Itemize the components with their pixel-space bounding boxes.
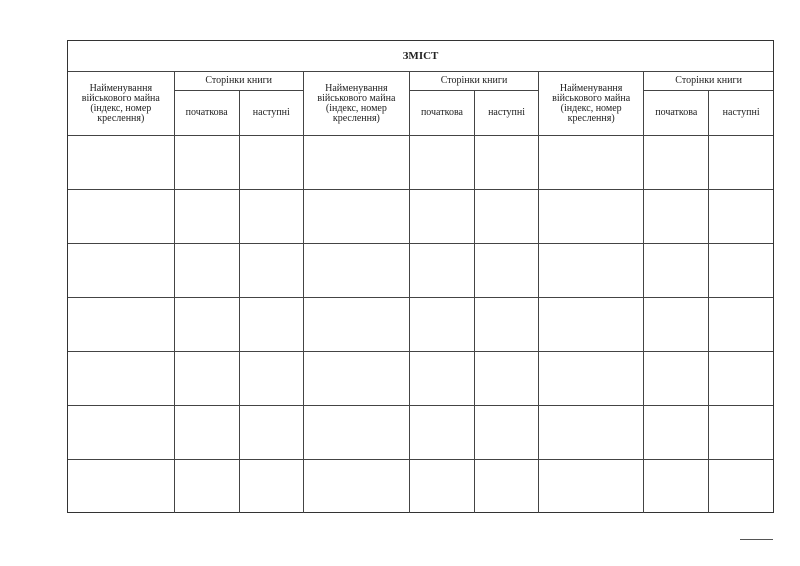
name-cell[interactable] bbox=[303, 298, 409, 352]
table-row bbox=[68, 406, 773, 460]
initial-page-cell[interactable] bbox=[644, 352, 709, 406]
initial-page-cell[interactable] bbox=[409, 406, 474, 460]
initial-page-cell[interactable] bbox=[644, 190, 709, 244]
initial-page-cell[interactable] bbox=[644, 460, 709, 514]
subsequent-pages-cell[interactable] bbox=[475, 136, 539, 190]
name-cell[interactable] bbox=[303, 190, 409, 244]
subsequent-pages-cell[interactable] bbox=[239, 190, 303, 244]
subsequent-pages-cell[interactable] bbox=[709, 406, 773, 460]
name-cell[interactable] bbox=[303, 136, 409, 190]
name-cell[interactable] bbox=[68, 352, 174, 406]
name-cell[interactable] bbox=[303, 460, 409, 514]
initial-page-cell[interactable] bbox=[174, 190, 239, 244]
initial-page-cell[interactable] bbox=[409, 298, 474, 352]
subsequent-pages-cell[interactable] bbox=[475, 352, 539, 406]
table-row bbox=[68, 244, 773, 298]
name-cell[interactable] bbox=[539, 406, 644, 460]
initial-page-cell[interactable] bbox=[409, 190, 474, 244]
subsequent-pages-header: наступні bbox=[709, 91, 773, 136]
initial-page-cell[interactable] bbox=[174, 136, 239, 190]
initial-page-cell[interactable] bbox=[409, 136, 474, 190]
initial-page-cell[interactable] bbox=[644, 298, 709, 352]
name-cell[interactable] bbox=[68, 244, 174, 298]
name-cell[interactable] bbox=[68, 190, 174, 244]
name-cell[interactable] bbox=[539, 190, 644, 244]
contents-form bbox=[67, 40, 774, 513]
name-cell[interactable] bbox=[303, 352, 409, 406]
name-column-header: Найменування військового майна (індекс, номер креслення) bbox=[303, 72, 409, 136]
name-column-header: Найменування військового майна (індекс, номер креслення) bbox=[68, 72, 174, 136]
initial-page-cell[interactable] bbox=[174, 352, 239, 406]
initial-page-cell[interactable] bbox=[409, 460, 474, 514]
subsequent-pages-cell[interactable] bbox=[709, 190, 773, 244]
subsequent-pages-cell[interactable] bbox=[475, 460, 539, 514]
table-row bbox=[68, 136, 773, 190]
initial-page-cell[interactable] bbox=[174, 406, 239, 460]
name-cell[interactable] bbox=[539, 352, 644, 406]
subsequent-pages-cell[interactable] bbox=[709, 352, 773, 406]
subsequent-pages-cell[interactable] bbox=[239, 406, 303, 460]
initial-page-cell[interactable] bbox=[174, 460, 239, 514]
subsequent-pages-header: наступні bbox=[475, 91, 539, 136]
subsequent-pages-cell[interactable] bbox=[709, 460, 773, 514]
initial-page-cell[interactable] bbox=[644, 136, 709, 190]
subsequent-pages-cell[interactable] bbox=[239, 244, 303, 298]
name-cell[interactable] bbox=[539, 460, 644, 514]
name-cell[interactable] bbox=[303, 406, 409, 460]
table-title: ЗМІСТ bbox=[68, 41, 773, 72]
subsequent-pages-cell[interactable] bbox=[475, 244, 539, 298]
pages-column-header: Сторінки книги bbox=[409, 72, 538, 91]
subsequent-pages-cell[interactable] bbox=[709, 298, 773, 352]
subsequent-pages-cell[interactable] bbox=[475, 406, 539, 460]
name-cell[interactable] bbox=[68, 406, 174, 460]
subsequent-pages-header: наступні bbox=[239, 91, 303, 136]
initial-page-header: початкова bbox=[409, 91, 474, 136]
table-row bbox=[68, 298, 773, 352]
initial-page-cell[interactable] bbox=[644, 406, 709, 460]
name-cell[interactable] bbox=[539, 136, 644, 190]
subsequent-pages-cell[interactable] bbox=[475, 190, 539, 244]
name-cell[interactable] bbox=[303, 244, 409, 298]
subsequent-pages-cell[interactable] bbox=[239, 136, 303, 190]
subsequent-pages-cell[interactable] bbox=[239, 298, 303, 352]
initial-page-cell[interactable] bbox=[409, 244, 474, 298]
name-column-header: Найменування військового майна (індекс, номер креслення) bbox=[539, 72, 644, 136]
initial-page-header: початкова bbox=[644, 91, 709, 136]
name-cell[interactable] bbox=[539, 244, 644, 298]
initial-page-cell[interactable] bbox=[644, 244, 709, 298]
subsequent-pages-cell[interactable] bbox=[709, 136, 773, 190]
subsequent-pages-cell[interactable] bbox=[709, 244, 773, 298]
initial-page-cell[interactable] bbox=[409, 352, 474, 406]
table-row bbox=[68, 460, 773, 514]
table-row bbox=[68, 352, 773, 406]
initial-page-header: початкова bbox=[174, 91, 239, 136]
contents-table bbox=[68, 41, 773, 513]
subsequent-pages-cell[interactable] bbox=[475, 298, 539, 352]
pages-column-header: Сторінки книги bbox=[174, 72, 303, 91]
name-cell[interactable] bbox=[68, 460, 174, 514]
pages-column-header: Сторінки книги bbox=[644, 72, 773, 91]
name-cell[interactable] bbox=[68, 136, 174, 190]
name-cell[interactable] bbox=[68, 298, 174, 352]
name-cell[interactable] bbox=[539, 298, 644, 352]
page-number-line bbox=[740, 539, 773, 540]
subsequent-pages-cell[interactable] bbox=[239, 352, 303, 406]
initial-page-cell[interactable] bbox=[174, 244, 239, 298]
table-row bbox=[68, 190, 773, 244]
subsequent-pages-cell[interactable] bbox=[239, 460, 303, 514]
initial-page-cell[interactable] bbox=[174, 298, 239, 352]
